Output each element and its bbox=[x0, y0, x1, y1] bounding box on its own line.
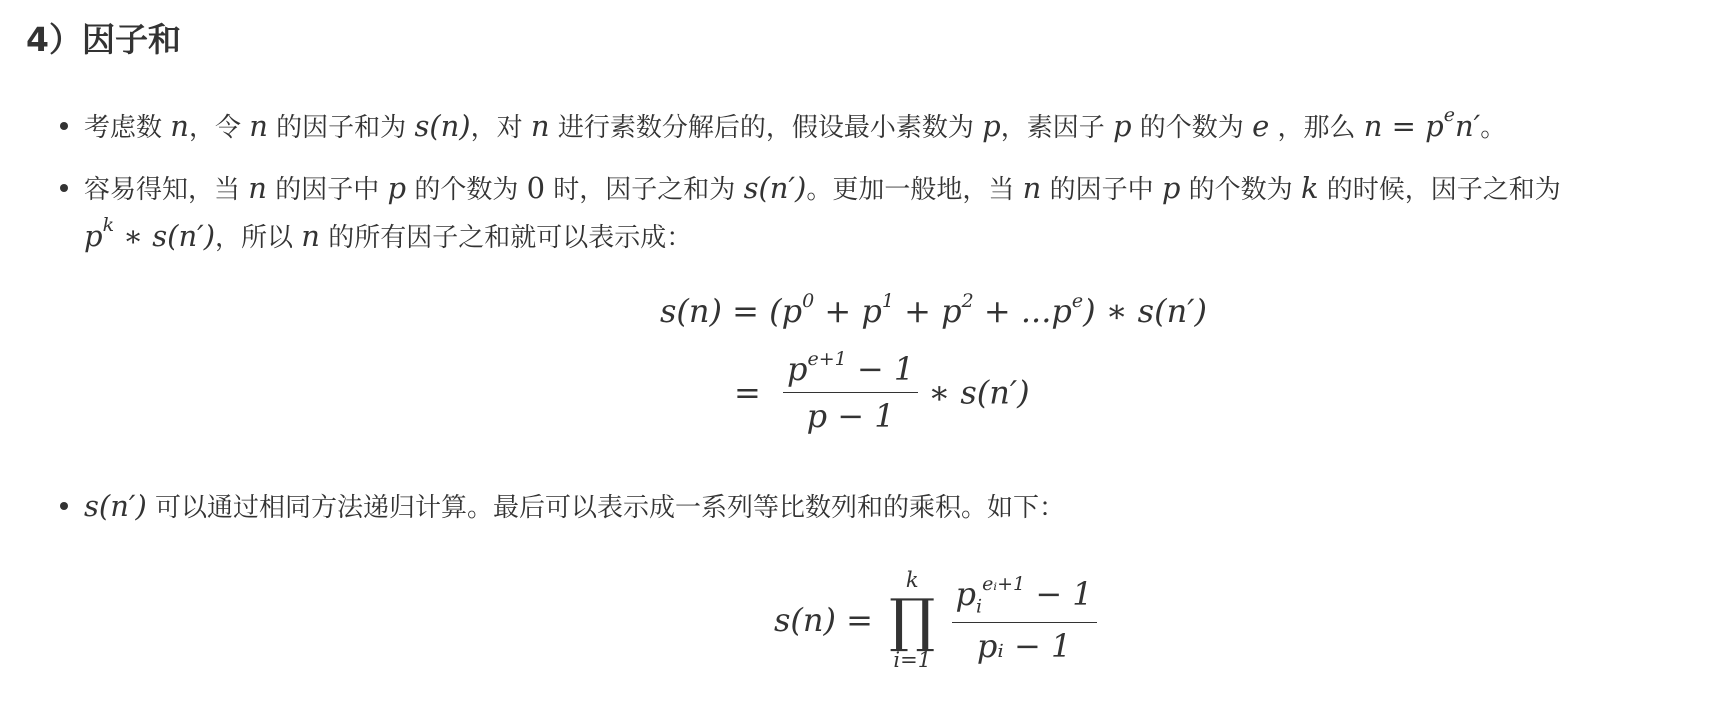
bullet-3-text: s(n′) 可以通过相同方法递归计算。最后可以表示成一系列等比数列和的乘积。如下： bbox=[84, 489, 1066, 523]
equation-1-fraction: $\frac{p^{e+1} - 1}{p - 1}$ bbox=[783, 350, 918, 435]
equation-1-line1: $s(n) = (p^0 + p^1 + p^2 + ...p^e)$ ∗ s(n′) bbox=[660, 290, 1207, 330]
product-operator: k ∏ i=1 bbox=[889, 568, 936, 672]
bullet-2-text-line2: $p^k$ ∗ s(n′)，所以 n 的所有因子之和就可以表示成： bbox=[84, 214, 693, 253]
section-heading: 4）因子和 bbox=[26, 20, 181, 59]
bullet-dot bbox=[60, 184, 68, 192]
bullet-dot bbox=[60, 122, 68, 130]
equation-2: s(n) = k ∏ i=1 $\frac{p_i^{eᵢ+1} - 1}{\text{pᵢ − 1}}$ bbox=[774, 568, 1097, 672]
bullet-1-text: 考虑数 n，令 n 的因子和为 s(n)，对 n 进行素数分解后的，假设最小素数为 p，素因子 p 的个数为 e ，那么 $n = p^en'$。 bbox=[84, 104, 1507, 143]
bullet-2-text-line1: 容易得知，当 n 的因子中 p 的个数为 0 时，因子之和为 s(n′)。更加一般地，当 n 的因子中 p 的个数为 k 的时候，因子之和为 bbox=[84, 171, 1561, 205]
equation-2-fraction: $\frac{p_i^{eᵢ+1} - 1}{\text{pᵢ − 1}}$ bbox=[952, 575, 1097, 664]
equation-1-line2: = $\frac{p^{e+1} - 1}{p - 1}$ ∗ s(n′) bbox=[734, 348, 1030, 435]
bullet-dot bbox=[60, 502, 68, 510]
